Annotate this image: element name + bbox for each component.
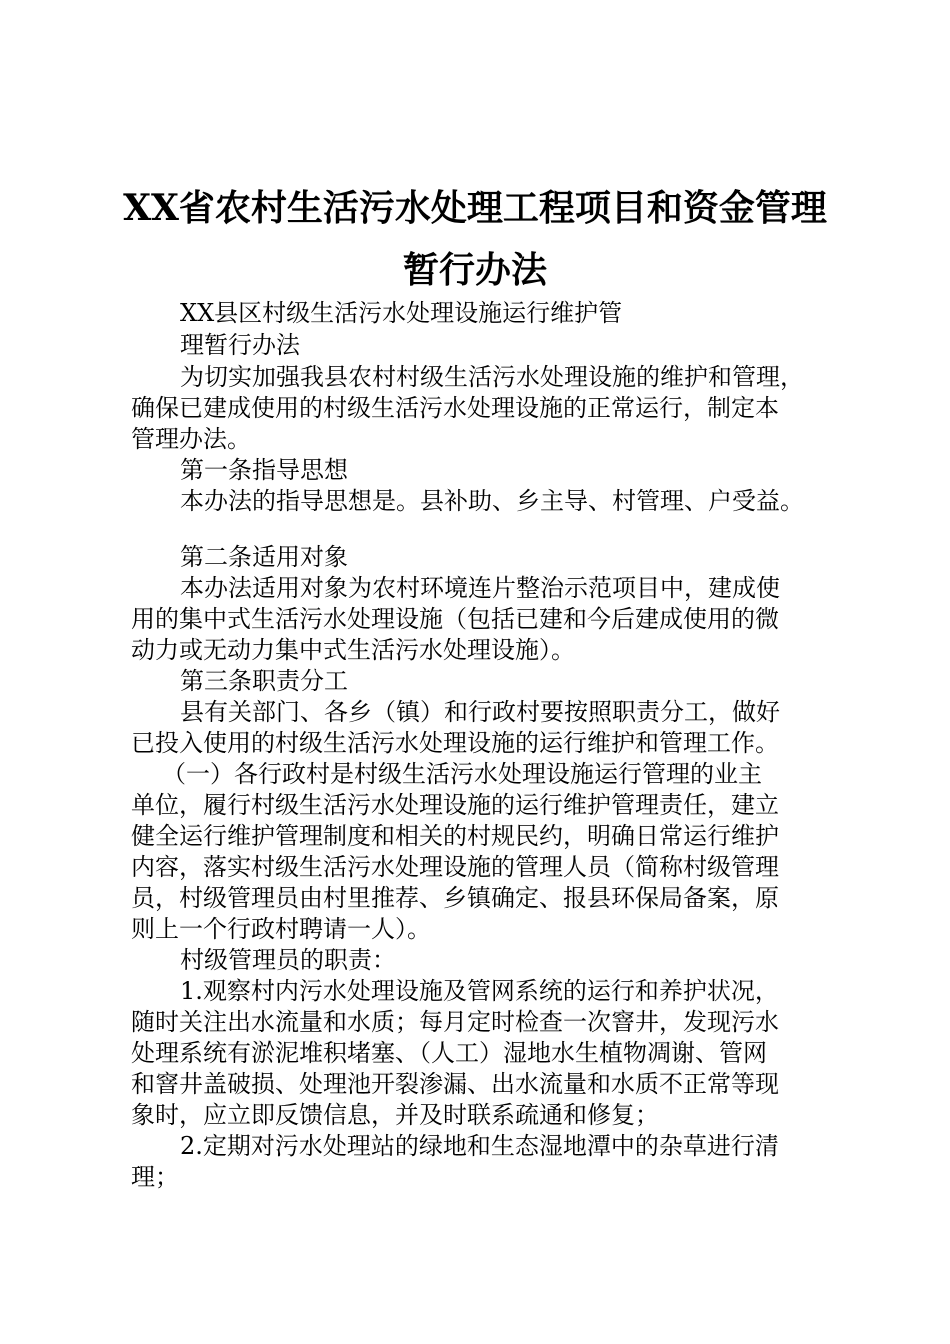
paragraph-line: 象时，应立即反馈信息，并及时联系疏通和修复； <box>131 1101 659 1129</box>
paragraph-line: 本办法适用对象为农村环境连片整治示范项目中，建成使 <box>180 574 780 602</box>
section-heading: 第一条指导思想 <box>180 456 348 484</box>
paragraph-line: 和窨井盖破损、处理池开裂渗漏、出水流量和水质不正常等现 <box>131 1070 779 1098</box>
paragraph-line: 员，村级管理员由村里推荐、乡镇确定、报县环保局备案，原 <box>131 884 779 912</box>
paragraph-line: 健全运行维护管理制度和相关的村规民约，明确日常运行维护 <box>131 822 779 850</box>
document-title-line-1: XX省农村生活污水处理工程项目和资金管理 <box>123 187 827 229</box>
paragraph-line: 处理系统有淤泥堆积堵塞、（人工）湿地水生植物凋谢、管网 <box>131 1039 767 1067</box>
paragraph-line: 确保已建成使用的村级生活污水处理设施的正常运行，制定本 <box>131 394 779 422</box>
paragraph-line: 动力或无动力集中式生活污水处理设施）。 <box>131 636 575 664</box>
paragraph-line: 为切实加强我县农村村级生活污水处理设施的维护和管理， <box>180 363 804 391</box>
paragraph-line: 管理办法。 <box>131 425 251 453</box>
paragraph-line: 理； <box>131 1163 179 1191</box>
paragraph-line: 内容，落实村级生活污水处理设施的管理人员（简称村级管理 <box>131 853 779 881</box>
document-title-line-2: 暂行办法 <box>402 249 547 291</box>
section-heading: 第二条适用对象 <box>180 543 348 571</box>
paragraph-line: （一）各行政村是村级生活污水处理设施运行管理的业主 <box>162 760 762 788</box>
section-heading: 第三条职责分工 <box>180 667 348 695</box>
paragraph-line: 则上一个行政村聘请一人）。 <box>131 915 431 943</box>
paragraph-line: 县有关部门、各乡（镇）和行政村要按照职责分工，做好 <box>180 698 780 726</box>
subtitle-line-1: XX县区村级生活污水处理设施运行维护管 <box>180 299 623 327</box>
paragraph-line: 本办法的指导思想是。县补助、乡主导、村管理、户受益。 <box>180 487 804 515</box>
paragraph-line: 村级管理员的职责： <box>180 946 396 974</box>
paragraph-line: 1.观察村内污水处理设施及管网系统的运行和养护状况， <box>180 977 779 1005</box>
paragraph-line: 用的集中式生活污水处理设施（包括已建和今后建成使用的微 <box>131 605 779 633</box>
paragraph-line: 随时关注出水流量和水质；每月定时检查一次窨井，发现污水 <box>131 1008 779 1036</box>
paragraph-line: 已投入使用的村级生活污水处理设施的运行维护和管理工作。 <box>131 729 779 757</box>
subtitle-line-2: 理暂行办法 <box>180 331 300 359</box>
paragraph-line: 2.定期对污水处理站的绿地和生态湿地潭中的杂草进行清 <box>180 1132 779 1160</box>
paragraph-line: 单位，履行村级生活污水处理设施的运行维护管理责任，建立 <box>131 791 779 819</box>
